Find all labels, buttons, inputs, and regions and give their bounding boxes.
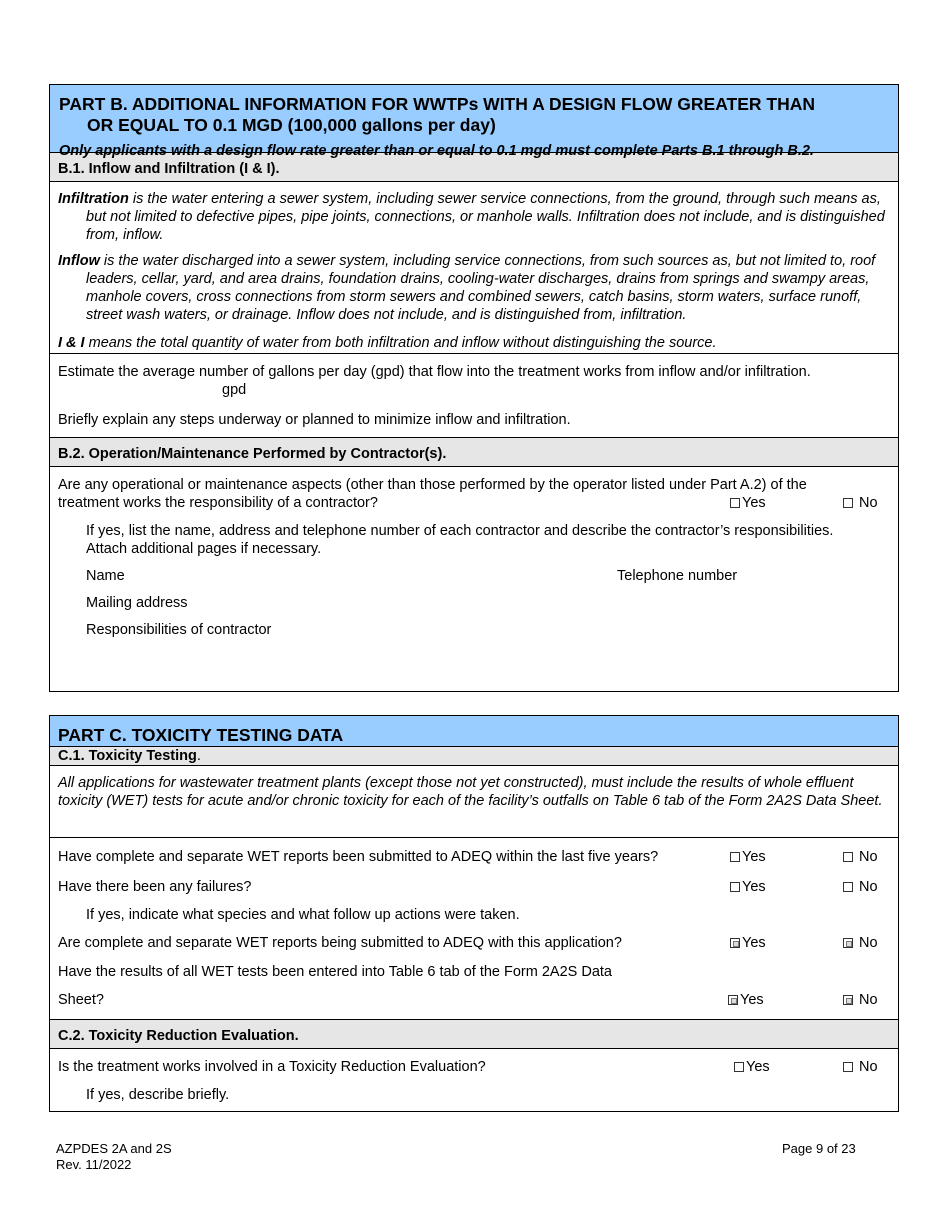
part-c-title: PART C. TOXICITY TESTING DATA <box>58 725 344 745</box>
wet-with-application-yes-checkbox[interactable]: Yes <box>730 929 766 957</box>
contractor-no-checkbox[interactable]: No <box>843 494 878 512</box>
tre-followup: If yes, describe briefly. <box>86 1087 230 1103</box>
ii-estimate-row <box>58 381 890 402</box>
checkbox-icon <box>843 938 853 948</box>
c1-questions <box>50 838 898 1020</box>
wet-table6-yes-checkbox[interactable]: Yes <box>728 986 764 1014</box>
c2-heading: C.2. Toxicity Reduction Evaluation. <box>50 1020 898 1049</box>
contractor-responsibilities-label: Responsibilities of contractor <box>86 622 272 638</box>
tre-no-checkbox[interactable]: No <box>843 1053 878 1081</box>
b1-questions <box>50 354 898 438</box>
wet-table6-question-line1: Have the results of all WET tests been entered into Table 6 tab of the Form 2A2S Data <box>58 964 612 980</box>
checkbox-icon <box>728 995 738 1005</box>
wet-failures-yes-checkbox[interactable]: Yes <box>730 873 766 901</box>
contractor-name-row <box>86 567 890 585</box>
part-b-header <box>50 85 898 159</box>
wet-with-application-question: Are complete and separate WET reports being submitted to ADEQ with this application? Yes No <box>58 929 890 957</box>
infiltration-definition: Infiltration is the water entering a sewer system, including sewer service connections, from the ground, through such means as, but not limited to defective pipes, pipe joints, connections, or manhole walls. Infiltration does not include, and is distinguished from, inflow. <box>58 191 885 243</box>
ii-estimate-question: Estimate the average number of gallons per day (gpd) that flow into the treatment works from inflow and/or infiltration. <box>58 364 811 380</box>
wet-table6-question-row: Sheet? Yes No <box>58 986 890 1014</box>
ii-estimate-input[interactable] <box>58 381 218 397</box>
inflow-definition: Inflow is the water discharged into a sewer system, including service connections, from such sources as, but not limited to, roof leaders, cellar, yard, and area drains, foundation drains, cooling-water discharges, drains from springs and swampy areas, manhole covers, cross connections from storm sewers and combined sewers, catch basins, storm waters, surface runoff, street wash waters, or drainage. Inflow does not include, and is distinguished from, infiltration. <box>58 253 876 323</box>
wet-table6-no-checkbox[interactable]: No <box>843 986 878 1014</box>
form-revision: Rev. 11/2022 <box>56 1157 132 1172</box>
checkbox-icon <box>730 938 740 948</box>
checkbox-icon <box>730 852 740 862</box>
contractor-question-row: treatment works the responsibility of a contractor? Yes No <box>58 495 878 511</box>
checkbox-icon <box>843 498 853 508</box>
wet-failures-no-checkbox[interactable]: No <box>843 873 878 901</box>
wet-submitted-no-checkbox[interactable]: No <box>843 843 878 871</box>
checkbox-icon <box>730 882 740 892</box>
b2-body <box>50 467 898 639</box>
footer-form-info <box>56 1141 172 1173</box>
checkbox-icon <box>843 882 853 892</box>
b2-heading: B.2. Operation/Maintenance Performed by Contractor(s). <box>50 438 898 467</box>
part-b-subtitle: Only applicants with a design flow rate greater than or equal to 0.1 mgd must complete Parts B.1 through B.2. <box>59 143 814 159</box>
b1-definitions <box>50 182 898 354</box>
checkbox-icon <box>734 1062 744 1072</box>
c1-heading: C.1. Toxicity Testing. <box>50 747 898 766</box>
checkbox-icon <box>843 995 853 1005</box>
part-b-section <box>49 84 899 692</box>
checkbox-icon <box>730 498 740 508</box>
wet-with-application-no-checkbox[interactable]: No <box>843 929 878 957</box>
ii-explain-question: Briefly explain any steps underway or planned to minimize inflow and infiltration. <box>58 412 571 428</box>
ii-definition: I & I means the total quantity of water from both infiltration and inflow without distinguishing the source. <box>58 334 717 351</box>
wet-submitted-yes-checkbox[interactable]: Yes <box>730 843 766 871</box>
part-b-title: PART B. ADDITIONAL INFORMATION FOR WWTPs WITH A DESIGN FLOW GREATER THAN OR EQUAL TO 0.1 MGD (100,000 gallons per day) <box>59 94 816 135</box>
contractor-yes-checkbox[interactable]: Yes <box>730 494 766 512</box>
wet-failures-followup: If yes, indicate what species and what follow up actions were taken. <box>86 907 520 923</box>
contractor-name-label: Name <box>86 568 125 584</box>
tre-question: Is the treatment works involved in a Toxicity Reduction Evaluation? Yes No <box>58 1053 890 1081</box>
part-c-header <box>50 716 898 747</box>
contractor-telephone-label: Telephone number <box>617 568 738 584</box>
gpd-unit: gpd <box>222 382 247 398</box>
checkbox-icon <box>843 1062 853 1072</box>
contractor-instructions: If yes, list the name, address and telephone number of each contractor and describe the contractor’s responsibilities. Attach additional pages if necessary. Name Telephone number Mailing address Responsibilities of contractor <box>58 522 890 639</box>
form-name: AZPDES 2A and 2S <box>56 1141 172 1156</box>
wet-submitted-question: Have complete and separate WET reports been submitted to ADEQ within the last five years? Yes No <box>58 843 890 871</box>
checkbox-icon <box>843 852 853 862</box>
part-c-section <box>49 715 899 1112</box>
contractor-question-line1: Are any operational or maintenance aspects (other than those performed by the operator listed under Part A.2) of the <box>58 477 807 493</box>
c2-body <box>50 1049 898 1109</box>
page-number: Page 9 of 23 <box>782 1141 856 1156</box>
contractor-mailing-label: Mailing address <box>86 595 188 611</box>
wet-failures-question: Have there been any failures? Yes No <box>58 873 890 901</box>
c1-intro: All applications for wastewater treatment plants (except those not yet constructed), must include the results of whole effluent toxicity (WET) tests for acute and/or chronic toxicity for each of the facility’s outfalls on Table 6 tab of the Form 2A2S Data Sheet. <box>50 766 898 838</box>
tre-yes-checkbox[interactable]: Yes <box>734 1053 770 1081</box>
b1-heading: B.1. Inflow and Infiltration (I & I). <box>50 153 898 182</box>
